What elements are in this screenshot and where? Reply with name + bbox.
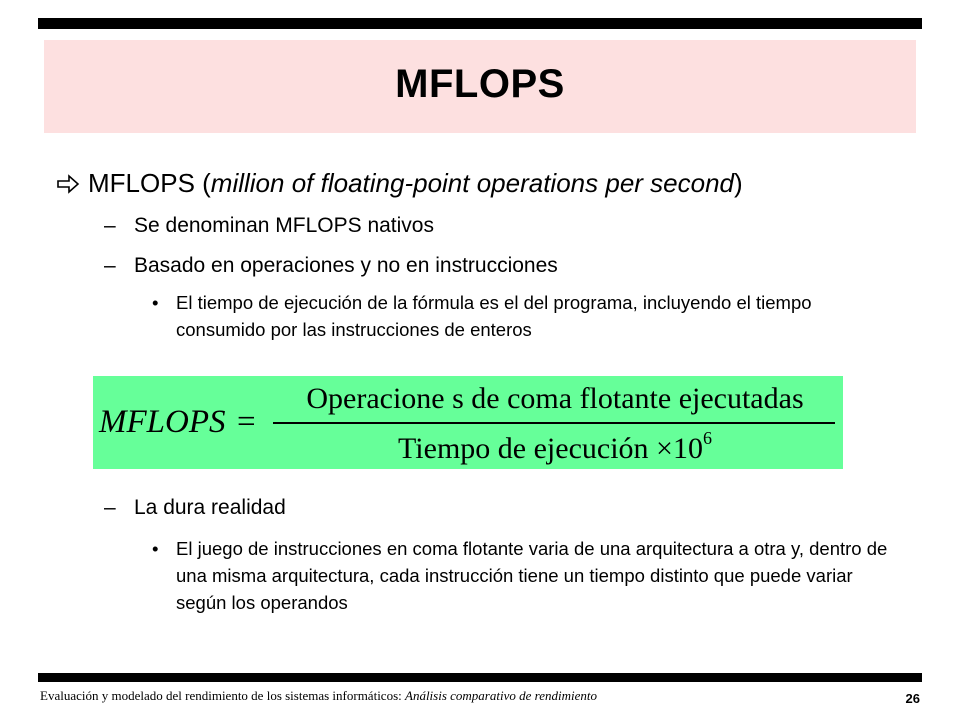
- main-point-italic: million of floating-point operations per second: [210, 168, 734, 198]
- top-rule: [38, 18, 922, 29]
- sub-point-2: [104, 254, 558, 278]
- sub-point-1: [104, 214, 434, 238]
- bullet-1: [152, 289, 902, 343]
- slide-title: MFLOPS: [395, 62, 565, 106]
- formula-numerator: Operacione s de coma flotante ejecutadas: [306, 382, 804, 415]
- sub-point-3-text: La dura realidad: [134, 496, 286, 519]
- bullet-marker: •: [152, 538, 159, 559]
- bullet-marker: •: [152, 292, 159, 313]
- formula-lhs: MFLOPS: [99, 404, 226, 440]
- main-point-tail: ): [734, 168, 743, 198]
- footer-caption: [40, 688, 597, 704]
- title-band: [44, 40, 916, 133]
- dash-marker: –: [104, 496, 116, 519]
- bullet-2: [152, 535, 902, 616]
- formula-denominator-wrap: [275, 428, 835, 466]
- sub-point-2-text: Basado en operaciones y no en instrucciones: [134, 254, 558, 277]
- bullet-2-text: El juego de instrucciones en coma flotante varia de una arquitectura a otra y, dentro de una misma arquitectura, cada instrucción tiene un tiempo distinto que puede variar según los operandos: [176, 538, 888, 613]
- formula-denominator: Tiempo de ejecución ×10: [398, 432, 703, 465]
- mflops-formula: [93, 376, 843, 469]
- sub-point-3: [104, 496, 286, 520]
- sub-point-1-text: Se denominan MFLOPS nativos: [134, 214, 434, 237]
- main-point: [56, 168, 743, 199]
- bullet-1-text: El tiempo de ejecución de la fórmula es el del programa, incluyendo el tiempo consumido por las instrucciones de enteros: [176, 292, 812, 340]
- footer-subtitle: Análisis comparativo de rendimiento: [405, 688, 597, 703]
- bottom-rule: [38, 673, 922, 682]
- dash-marker: –: [104, 214, 116, 237]
- formula-equals: =: [237, 404, 256, 440]
- page-number: 26: [905, 691, 920, 706]
- hollow-arrow-icon: [56, 168, 88, 199]
- footer-course: Evaluación y modelado del rendimiento de los sistemas informáticos:: [40, 688, 405, 703]
- formula-exponent: 6: [702, 428, 712, 448]
- main-point-lead: MFLOPS (: [88, 168, 211, 198]
- fraction-bar: [273, 422, 835, 424]
- dash-marker: –: [104, 254, 116, 277]
